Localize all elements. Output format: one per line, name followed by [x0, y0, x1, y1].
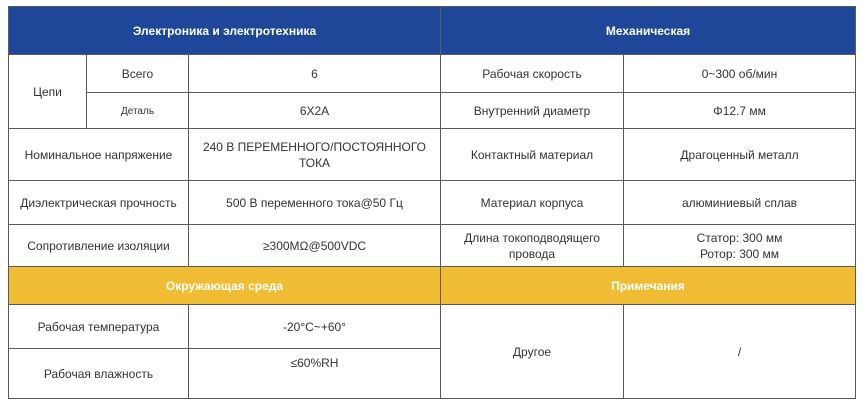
speed-label: Рабочая скорость [441, 55, 624, 93]
dielectric-label: Диэлектрическая прочность [9, 181, 189, 225]
section-electronics-header: Электроника и электротехника [9, 7, 441, 55]
section-environment-header: Окружающая среда [9, 267, 441, 305]
table-row [9, 225, 856, 267]
inner-diameter-value: Φ12.7 мм [624, 93, 856, 129]
other-value: / [624, 305, 856, 399]
detail-value: 6X2A [189, 93, 441, 129]
speed-value: 0~300 об/мин [624, 55, 856, 93]
lead-length-rotor: Ротор: 300 мм [699, 246, 780, 261]
table-row [9, 181, 856, 225]
total-value: 6 [189, 55, 441, 93]
insulation-label: Сопротивление изоляции [9, 225, 189, 267]
table-row [9, 129, 856, 181]
humidity-value: ≤60%RH [189, 349, 441, 399]
section-mechanical-header: Механическая [441, 7, 856, 55]
lead-length-label: Длина токоподводящего провода [441, 225, 624, 267]
lead-length-stator: Статор: 300 мм [696, 230, 783, 245]
humidity-label: Рабочая влажность [9, 349, 189, 399]
contact-material-label: Контактный материал [441, 129, 624, 181]
total-label: Всего [87, 55, 189, 93]
detail-label-cell [87, 93, 189, 129]
housing-value: алюминиевый сплав [624, 181, 856, 225]
circuits-label: Цепи [9, 55, 87, 129]
section-notes-header: Примечания [441, 267, 856, 305]
spec-table [8, 6, 856, 399]
contact-material-value: Драгоценный металл [624, 129, 856, 181]
housing-label: Материал корпуса [441, 181, 624, 225]
inner-diameter-label: Внутренний диаметр [441, 93, 624, 129]
temp-value: -20°C~+60° [189, 305, 441, 349]
temp-label: Рабочая температура [9, 305, 189, 349]
table-row [9, 55, 856, 93]
lead-length-value [624, 225, 856, 267]
header-row-top [9, 7, 856, 55]
header-row-bottom [9, 267, 856, 305]
table-row [9, 93, 856, 129]
other-label: Другое [441, 305, 624, 399]
detail-label: Деталь [120, 105, 155, 117]
insulation-value: ≥300MΩ@500VDC [189, 225, 441, 267]
table-row [9, 305, 856, 349]
rated-voltage-label: Номинальное напряжение [9, 129, 189, 181]
dielectric-value: 500 В переменного тока@50 Гц [189, 181, 441, 225]
rated-voltage-value: 240 В ПЕРЕМЕННОГО/ПОСТОЯННОГО ТОКА [189, 129, 441, 181]
